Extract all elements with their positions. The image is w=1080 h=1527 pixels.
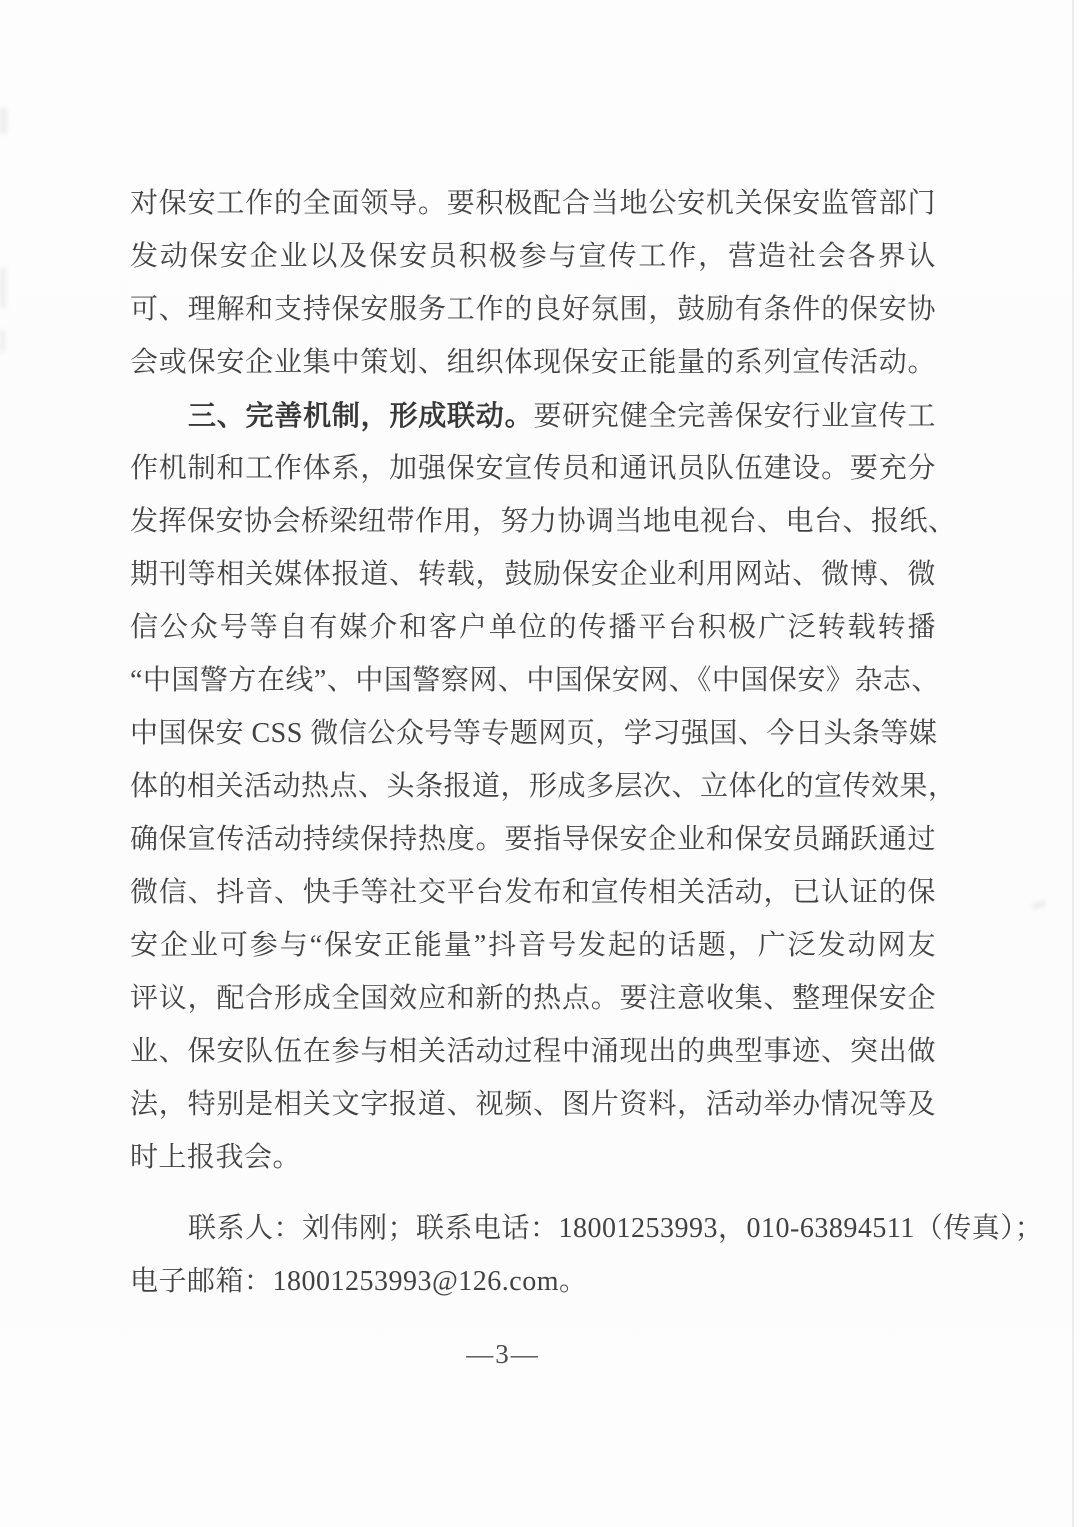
body-line: 安企业可参与“保安正能量”抖音号发起的话题，广泛发动网友 [130,930,936,961]
body-line: 法，特别是相关文字报道、视频、图片资料，活动举办情况等及 [130,1089,936,1120]
body-line: 期刊等相关媒体报道、转载，鼓励保安企业利用网站、微博、微 [130,559,936,590]
scan-edge-line [1072,0,1074,1527]
body-line: 评议，配合形成全国效应和新的热点。要注意收集、整理保安企 [130,983,936,1014]
document-body [130,177,1044,1374]
body-line: 中国保安 CSS 微信公众号等专题网页，学习强国、今日头条等媒 [130,718,938,749]
body-line: 会或保安企业集中策划、组织体现保安正能量的系列宣传活动。 [130,347,936,378]
body-line: 确保宣传活动持续保持热度。要指导保安企业和保安员踊跃通过 [130,824,936,855]
body-line: “中国警方在线”、中国警察网、中国保安网、《中国保安》杂志、 [130,665,940,696]
scan-smudge [0,268,6,308]
body-line: 对保安工作的全面领导。要积极配合当地公安机关保安监管部门 [130,188,936,219]
section-heading: 三、完善机制，形成联动。 [188,400,534,431]
body-line: 发动保安企业以及保安员积极参与宣传工作，营造社会各界认 [130,241,936,272]
body-text: 要研究健全完善保安行业宣传工 [533,401,936,432]
body-line: 信公众号等自有媒介和客户单位的传播平台积极广泛转载转播 [130,612,936,643]
body-line: 微信、抖音、快手等社交平台发布和宣传相关活动，已认证的保 [130,877,936,908]
body-line: 体的相关活动热点、头条报道，形成多层次、立体化的宣传效果， [130,771,957,802]
scan-smudge [1031,900,1046,910]
page-number: —3— [466,1339,540,1369]
body-line: 作机制和工作体系，加强保安宣传员和通讯员队伍建设。要充分 [130,453,936,484]
scan-smudge [0,330,5,352]
body-line: 时上报我会。 [130,1142,302,1173]
contact-line: 联系人：刘伟刚；联系电话：18001253993，010-63894511（传真）； [188,1213,1044,1244]
scan-smudge [0,108,7,134]
email-line: 电子邮箱：18001253993@126.com。 [130,1266,588,1297]
section-heading-line [130,389,936,442]
body-line: 发挥保安协会桥梁纽带作用，努力协调当地电视台、电台、报纸、 [130,506,957,537]
body-line: 业、保安队伍在参与相关活动过程中涌现出的典型事迹、突出做 [130,1036,936,1067]
body-line: 可、理解和支持保安服务工作的良好氛围，鼓励有条件的保安协 [130,294,936,325]
